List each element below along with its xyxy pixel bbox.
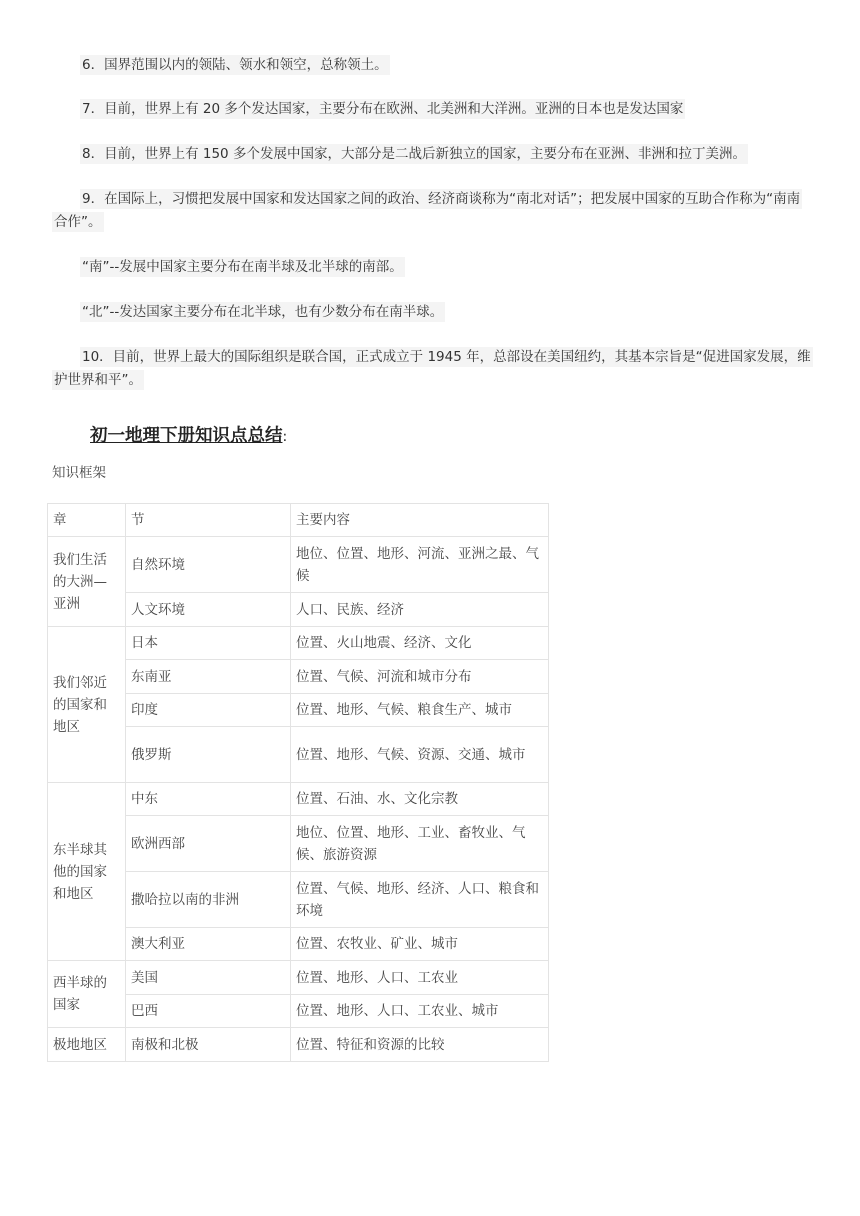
chapter-cell: 西半球的国家	[48, 961, 126, 1028]
paragraph-9	[52, 188, 812, 234]
content-cell: 人口、民族、经济	[291, 593, 549, 627]
table-row	[48, 961, 549, 995]
table-row	[48, 627, 549, 660]
section-cell: 美国	[126, 961, 291, 995]
section-cell: 撒哈拉以南的非洲	[126, 872, 291, 928]
paragraph-north	[52, 301, 812, 324]
content-cell: 位置、气候、河流和城市分布	[291, 660, 549, 694]
paragraph-10-text: 10．目前，世界上最大的国际组织是联合国，正式成立于 1945 年，总部设在美国纽约，其基本宗旨是“促进国家发展，维护世界和平”。	[54, 349, 811, 388]
knowledge-framework-table	[47, 503, 549, 1062]
section-cell: 澳大利亚	[126, 928, 291, 961]
table-header-cell: 章	[48, 504, 126, 537]
section-cell: 日本	[126, 627, 291, 660]
chapter-cell: 我们邻近的国家和地区	[48, 627, 126, 783]
section-cell: 东南亚	[126, 660, 291, 694]
section-title: 初一地理下册知识点总结	[90, 426, 283, 446]
content-cell: 位置、地形、气候、资源、交通、城市	[291, 727, 549, 783]
content-cell: 地位、位置、地形、河流、亚洲之最、气候	[291, 537, 549, 593]
section-cell: 印度	[126, 694, 291, 727]
table-header-row	[48, 504, 549, 537]
content-cell: 位置、地形、气候、粮食生产、城市	[291, 694, 549, 727]
content-cell: 位置、火山地震、经济、文化	[291, 627, 549, 660]
content-cell: 位置、农牧业、矿业、城市	[291, 928, 549, 961]
section-cell: 南极和北极	[126, 1028, 291, 1062]
section-cell: 自然环境	[126, 537, 291, 593]
paragraph-8	[52, 143, 822, 166]
paragraph-8-text: 8．目前，世界上有 150 多个发展中国家，大部分是二战后新独立的国家，主要分布在亚洲、非洲和拉丁美洲。	[82, 146, 746, 162]
chapter-cell: 东半球其他的国家和地区	[48, 783, 126, 961]
paragraph-7-text: 7．目前，世界上有 20 多个发达国家，主要分布在欧洲、北美洲和大洋洲。亚洲的日本也是发达国家	[82, 101, 684, 117]
table-row	[48, 1028, 549, 1062]
content-cell: 位置、石油、水、文化宗教	[291, 783, 549, 816]
content-cell: 位置、气候、地形、经济、人口、粮食和环境	[291, 872, 549, 928]
section-cell: 欧洲西部	[126, 816, 291, 872]
section-subtitle: 知识框架	[52, 465, 106, 481]
table-row	[48, 537, 549, 593]
table-header-cell: 节	[126, 504, 291, 537]
paragraph-6	[52, 54, 812, 77]
paragraph-north-text: “北”--发达国家主要分布在北半球，也有少数分布在南半球。	[82, 304, 444, 320]
section-cell: 巴西	[126, 995, 291, 1028]
section-cell: 俄罗斯	[126, 727, 291, 783]
section-heading	[90, 422, 287, 447]
content-cell: 地位、位置、地形、工业、畜牧业、气候、旅游资源	[291, 816, 549, 872]
chapter-cell: 我们生活的大洲—亚洲	[48, 537, 126, 627]
paragraph-south-text: “南”--发展中国家主要分布在南半球及北半球的南部。	[82, 259, 403, 275]
section-title-colon: :	[282, 429, 288, 445]
section-cell: 中东	[126, 783, 291, 816]
chapter-cell: 极地地区	[48, 1028, 126, 1062]
paragraph-9-text: 9．在国际上，习惯把发展中国家和发达国家之间的政治、经济商谈称为“南北对话”；把发展中国家的互助合作称为“南南合作”。	[54, 191, 801, 230]
paragraph-7	[52, 98, 812, 121]
paragraph-10	[52, 346, 812, 392]
content-cell: 位置、地形、人口、工农业	[291, 961, 549, 995]
table-header-cell: 主要内容	[291, 504, 549, 537]
table-row	[48, 783, 549, 816]
paragraph-south	[52, 256, 812, 279]
content-cell: 位置、特征和资源的比较	[291, 1028, 549, 1062]
content-cell: 位置、地形、人口、工农业、城市	[291, 995, 549, 1028]
paragraph-6-text: 6．国界范围以内的领陆、领水和领空，总称领土。	[82, 57, 388, 73]
section-cell: 人文环境	[126, 593, 291, 627]
